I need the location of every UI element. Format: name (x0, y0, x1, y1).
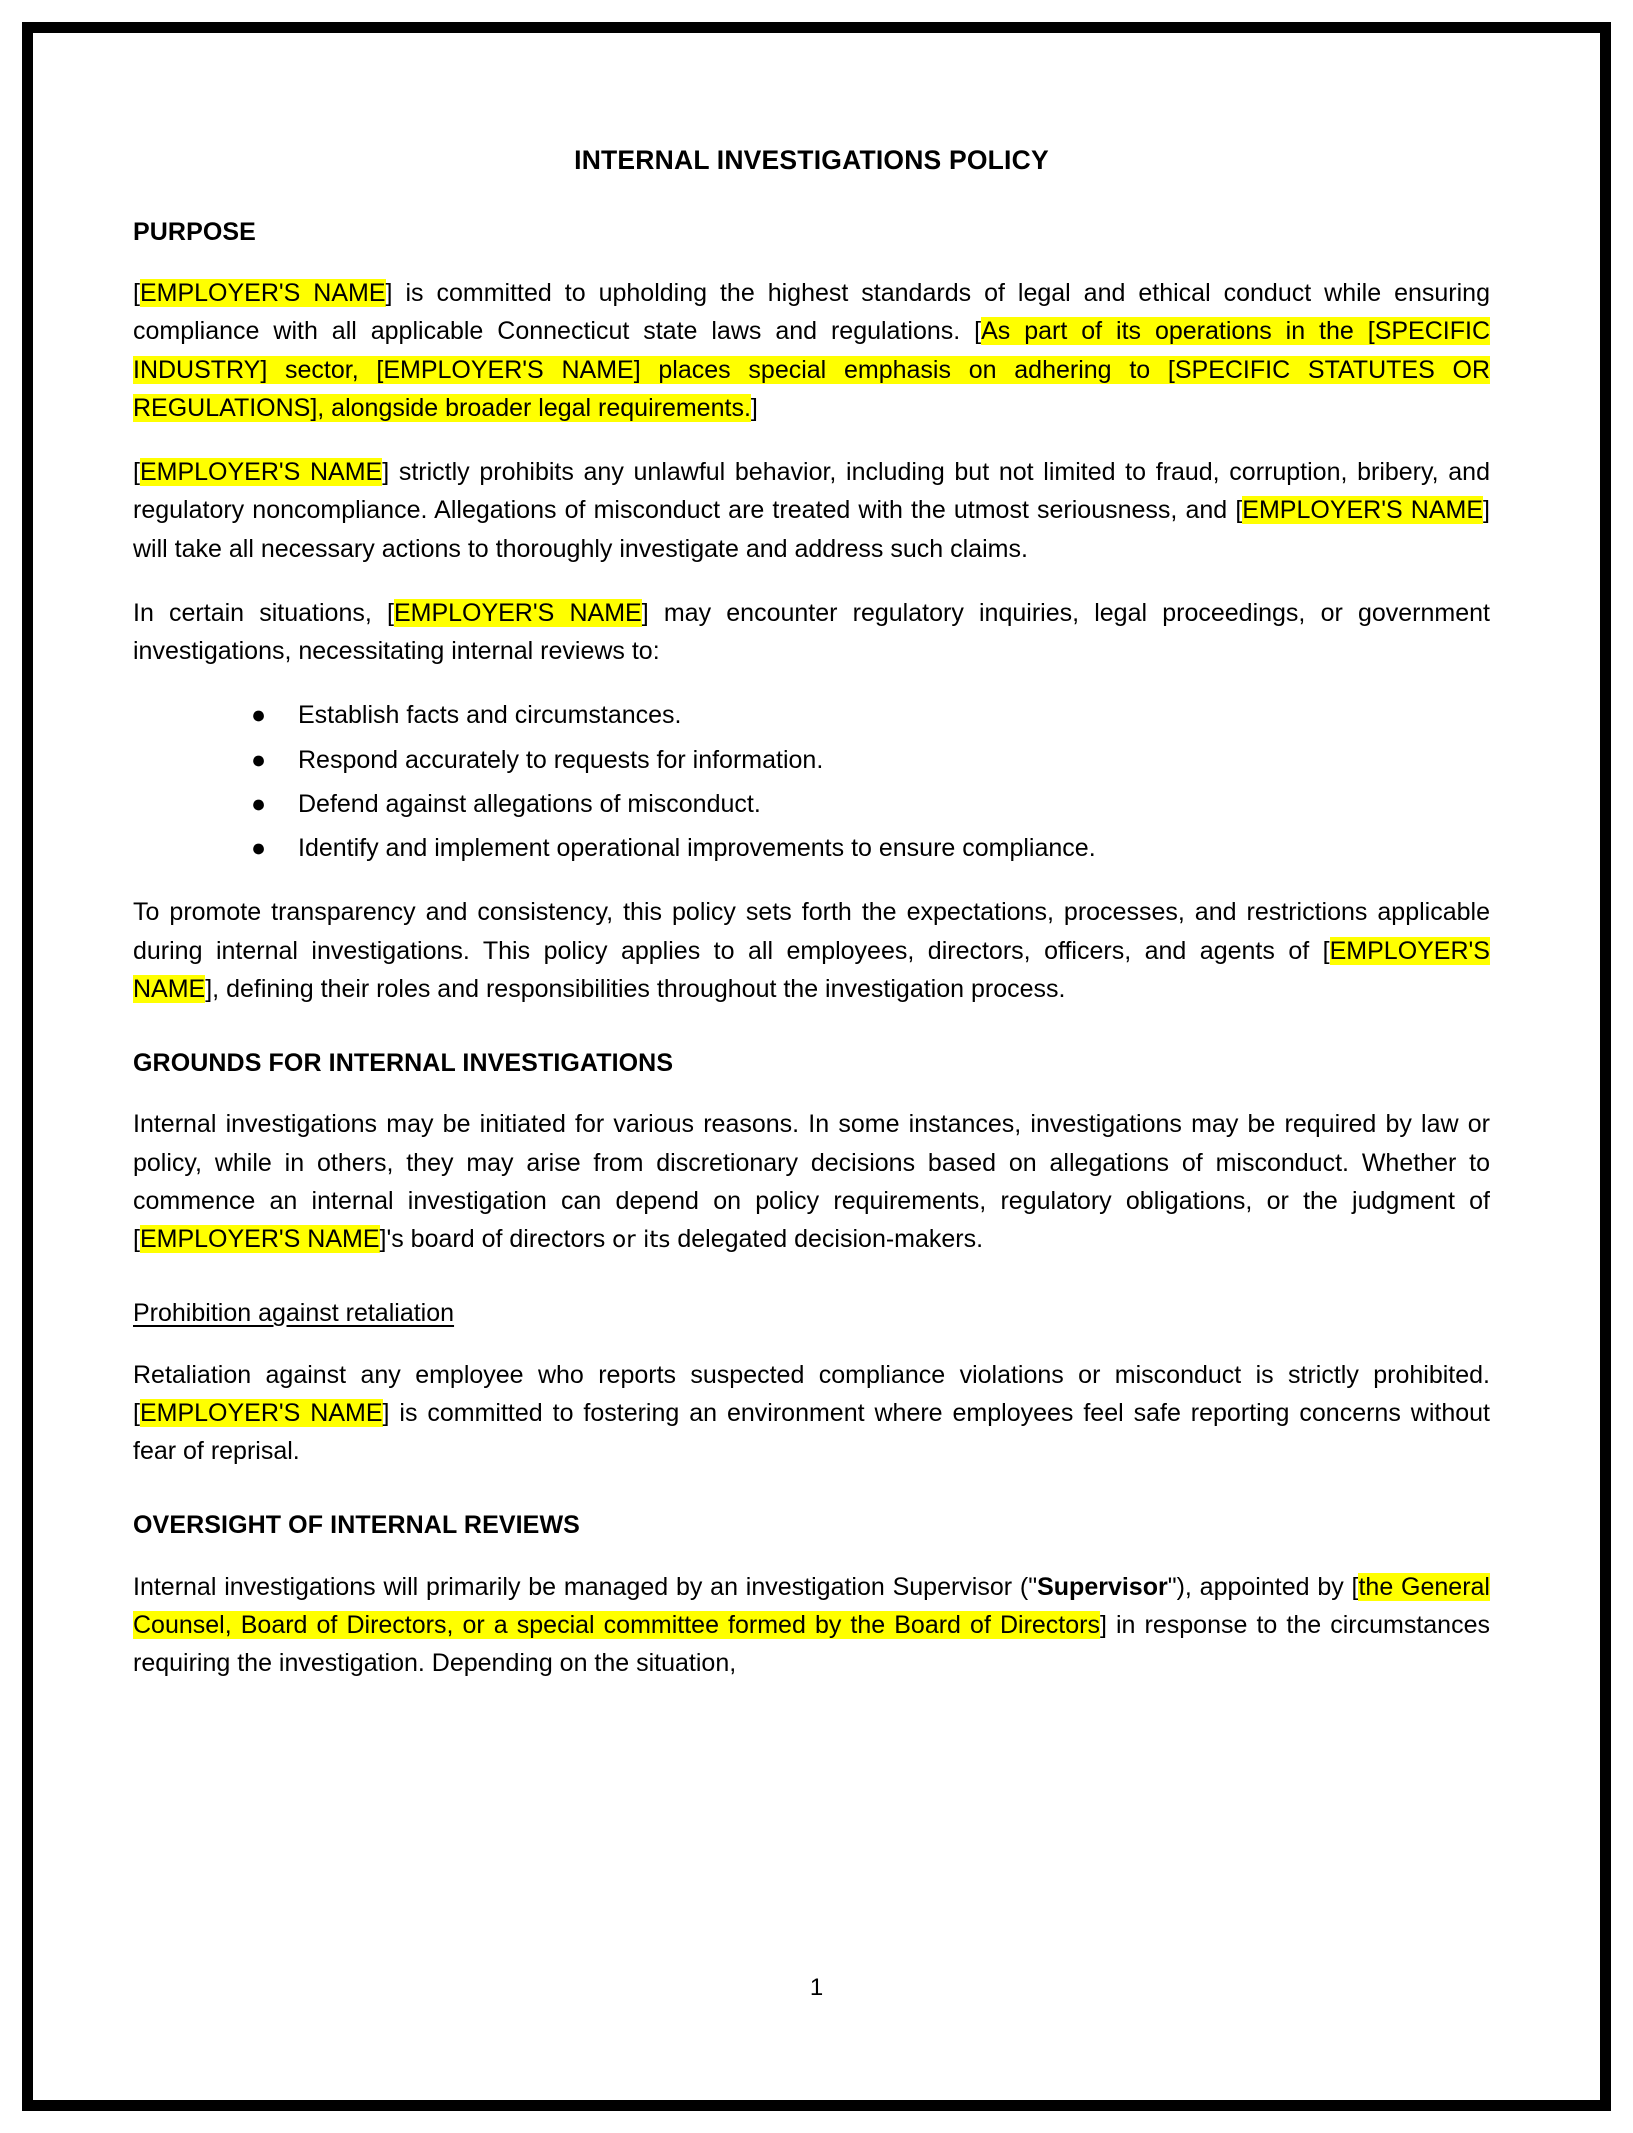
text-fragment: ] in response to the circumstances requiring the investigation. Depending on the situation, (133, 1610, 1490, 1678)
text-fragment: ], defining their roles and responsibilities throughout the investigation process. (205, 974, 1066, 1003)
purpose-paragraph-2 (133, 453, 1490, 568)
text-fragment: [ (133, 458, 140, 487)
bullet-icon: ● (251, 701, 267, 730)
section-heading-oversight: OVERSIGHT OF INTERNAL REVIEWS (133, 1511, 580, 1540)
text-fragment: ] will take all necessary actions to thoroughly investigate and address such claims. (133, 496, 1490, 563)
highlight-employer-name: EMPLOYER'S NAME (139, 279, 386, 308)
purpose-bullet-list (133, 696, 1490, 867)
highlight-employer-name: EMPLOYER'S NAME (139, 1225, 380, 1254)
oversight-paragraph-1 (133, 1568, 1490, 1683)
text-fragment: To promote transparency and consistency, this policy sets forth the expectations, processes, and restrictions applicable during internal investigations. This policy applies to all employees, directors, officers, and agents of [ (133, 898, 1490, 965)
highlight-appointing-authority: the General Counsel, Board of Directors, or a special committee formed by the Board of Directors (133, 1572, 1490, 1639)
bold-term-supervisor: Supervisor (1037, 1572, 1168, 1601)
list-item (133, 741, 1490, 779)
text-fragment: ] is committed to fostering an environment where employees feel safe reporting concerns without fear of reprisal. (133, 1398, 1490, 1466)
bullet-icon: ● (251, 789, 267, 818)
text-fragment-alt-font: or its (612, 1227, 671, 1254)
text-fragment: ]'s board of directors (379, 1225, 613, 1254)
text-fragment: Internal investigations will primarily be managed by an investigation Supervisor (" (133, 1572, 1038, 1601)
highlight-industry-clause: As part of its operations in the [SPECIFIC INDUSTRY] sector, [EMPLOYER'S NAME] places special emphasis on adhering to [SPECIFIC STATUTES OR REGULATIONS], alongside broader legal requirements. (133, 317, 1490, 422)
list-item-label: Respond accurately to requests for information. (298, 745, 824, 774)
purpose-paragraph-3 (133, 594, 1490, 671)
text-fragment: ] may encounter regulatory inquiries, legal proceedings, or government investigations, necessitating internal reviews to: (133, 598, 1490, 666)
list-item (133, 696, 1490, 734)
list-item-label: Defend against allegations of misconduct. (298, 789, 761, 818)
text-fragment: Retaliation against any employee who reports suspected compliance violations or misconduct is strictly prohibited. [ (133, 1360, 1490, 1427)
highlight-employer-name: EMPLOYER'S NAME (1242, 496, 1484, 525)
bullet-icon: ● (251, 834, 267, 863)
highlight-employer-name: EMPLOYER'S NAME (139, 1398, 383, 1427)
text-fragment: [ (133, 279, 140, 308)
highlight-employer-name: EMPLOYER'S NAME (133, 936, 1490, 1003)
highlight-employer-name: EMPLOYER'S NAME (139, 458, 383, 487)
grounds-paragraph-2 (133, 1356, 1490, 1471)
grounds-paragraph-1 (133, 1105, 1490, 1258)
text-fragment: In certain situations, [ (133, 598, 394, 627)
page-border (22, 22, 1611, 2111)
subheading-prohibition-retaliation: Prohibition against retaliation (133, 1299, 455, 1328)
page-number: 1 (809, 1974, 824, 2001)
text-fragment: delegated decision-makers. (670, 1225, 984, 1254)
highlight-employer-name: EMPLOYER'S NAME (393, 598, 642, 627)
purpose-paragraph-1 (133, 274, 1490, 427)
list-item-label: Identify and implement operational improvements to ensure compliance. (298, 834, 1096, 863)
text-fragment: ] strictly prohibits any unlawful behavior, including but not limited to fraud, corruption, bribery, and regulatory noncompliance. Allegations of misconduct are treated with the utmost seriousness, and [ (133, 458, 1490, 525)
section-heading-grounds: GROUNDS FOR INTERNAL INVESTIGATIONS (133, 1049, 674, 1078)
text-fragment: ] is committed to upholding the highest standards of legal and ethical conduct while ensuring compliance with all applicable Connecticut state laws and regulations. [ (133, 279, 1490, 346)
text-fragment: Internal investigations may be initiated for various reasons. In some instances, investigations may be required by law or policy, while in others, they may arise from discretionary decisions based on allegations of misconduct. Whether to commence an internal investigation can depend on policy requirements, regulatory obligations, or the judgment of [ (133, 1110, 1490, 1254)
list-item (133, 785, 1490, 823)
list-item (133, 829, 1490, 867)
page-content (33, 33, 1600, 2100)
page-title: INTERNAL INVESTIGATIONS POLICY (574, 145, 1049, 175)
bullet-icon: ● (251, 745, 267, 774)
list-item-label: Establish facts and circumstances. (298, 701, 682, 730)
text-fragment: ] (750, 393, 758, 422)
section-heading-purpose: PURPOSE (133, 217, 256, 246)
purpose-paragraph-4 (133, 893, 1490, 1008)
text-fragment: "), appointed by [ (1167, 1572, 1359, 1601)
